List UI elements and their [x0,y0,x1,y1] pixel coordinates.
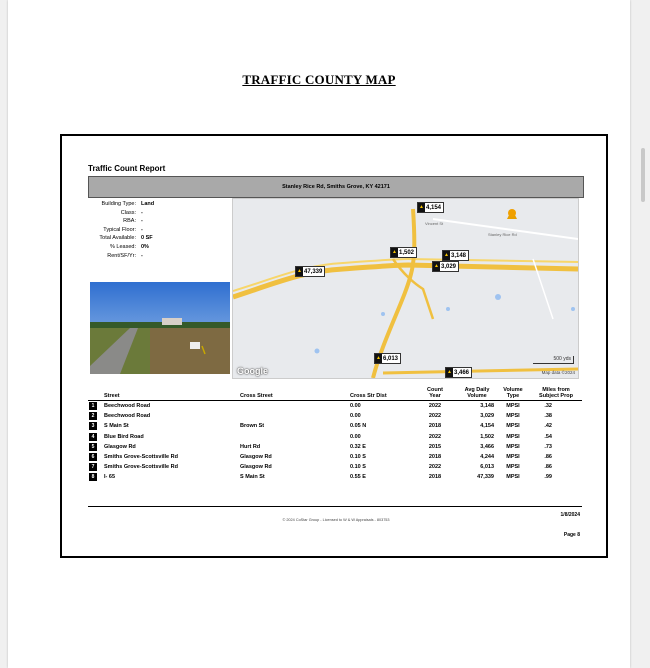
cell-miles: .54 [544,433,552,440]
car-icon: ▲ [297,268,302,274]
report-frame [60,134,608,558]
cell-volume: 4,154 [480,423,494,430]
road-label: Vincent St [425,221,444,226]
car-icon: ▲ [376,355,381,361]
traffic-marker: ▲ 3,466 [445,367,472,378]
cell-type: MPSI [506,453,520,460]
property-info-row: % Leased: 0% [110,243,149,250]
cell-n: 2 [89,412,97,420]
cell-n: 6 [89,453,97,461]
page-number: Page 8 [563,532,580,538]
table-row [88,462,582,472]
cell-dist: 0.05 N [350,423,367,430]
car-icon: ▲ [444,252,449,258]
cell-volume: 1,502 [480,433,494,440]
traffic-marker: ▲ 4,154 [417,202,444,213]
table-row [88,432,582,442]
cell-cross: Glasgow Rd [240,464,272,471]
document-page [8,0,630,668]
property-info-row: Building Type: Land [101,201,155,207]
cell-volume: 47,339 [477,474,494,481]
property-info-row: Total Available: 0 SF [99,235,153,242]
footer-divider [88,506,582,507]
cell-miles: .38 [544,413,552,420]
table-row [88,442,582,452]
cell-volume: 3,029 [480,413,494,420]
map-roads [233,199,578,378]
cell-dist: 0.00 [350,403,361,409]
cell-dist: 0.00 [350,433,361,440]
cell-type: MPSI [506,474,520,481]
traffic-table [88,382,582,483]
cell-dist: 0.10 S [350,464,366,471]
table-row [88,472,582,482]
cell-cross: S Main St [240,474,265,481]
cell-volume: 6,013 [480,464,494,471]
cell-miles: .86 [544,464,552,471]
traffic-marker: ▲ 6,013 [374,353,401,364]
report-date: 1/8/2024 [560,512,580,518]
property-info-row: RBA: - [123,218,143,225]
cell-year: 2022 [428,413,442,420]
cell-miles: .73 [544,443,552,450]
cell-miles: .99 [544,474,552,481]
cell-n: 4 [89,433,97,441]
cell-type: MPSI [506,443,520,450]
traffic-marker: ▲ 3,029 [432,261,459,272]
cell-dist: 0.55 E [350,474,366,481]
traffic-marker: ▲ 3,148 [442,250,469,261]
cell-type: MPSI [506,413,520,420]
property-info-row: Class: - [120,209,143,216]
cell-n: 3 [89,422,97,430]
cell-year: 2018 [428,423,442,430]
cell-year: 2015 [428,443,442,450]
cell-street: Smiths Grove-Scottsville Rd [104,453,178,460]
cell-street: Glasgow Rd [104,443,136,450]
cell-year: 2022 [428,433,442,440]
car-icon: ▲ [447,369,452,375]
cell-miles: .32 [544,403,552,409]
cell-volume: 3,466 [480,443,494,450]
traffic-count-report [88,136,584,556]
cell-dist: 0.10 S [350,453,366,460]
cell-n: 7 [89,463,97,471]
cell-n: 5 [89,443,97,451]
cell-type: MPSI [506,423,520,430]
table-row [88,452,582,462]
copyright: © 2024 CoStar Group - Licensed to W & W Appraisals - 803753 [282,518,390,522]
table-row [88,401,582,411]
property-info-row: Typical Floor: - [103,226,143,233]
cell-street: Blue Bird Road [104,433,144,440]
map-attribution: Map data ©2024 [541,370,575,375]
cell-n: 1 [89,402,97,410]
cell-type: MPSI [506,433,520,440]
cell-volume: 3,148 [480,403,494,409]
table-header: Street Cross Street Cross Str Dist Count Year Avg Daily Volume Volume Type Miles from Subject Prop [88,382,582,401]
car-icon: ▲ [434,263,439,269]
cell-year: 2018 [428,474,442,481]
cell-cross: Brown St [240,423,265,430]
report-title: Traffic Count Report [88,164,166,173]
cell-cross: Glasgow Rd [240,453,272,460]
table-row [88,411,582,421]
cell-type: MPSI [506,403,520,409]
property-info-row: Rent/SF/Yr: - [107,252,143,259]
cell-year: 2022 [428,403,442,409]
cell-cross: Hurt Rd [240,443,261,450]
address-bar: Stanley Rice Rd, Smiths Grove, KY 42171 [88,176,584,198]
cell-street: Smiths Grove-Scottsville Rd [104,464,178,471]
cell-type: MPSI [506,464,520,471]
cell-miles: .86 [544,453,552,460]
cell-street: Beechwood Road [104,413,151,420]
traffic-marker: ▲ 47,339 [295,266,325,277]
google-logo: Google [237,366,268,376]
cell-year: 2022 [428,464,442,471]
table-row [88,421,582,431]
car-icon: ▲ [392,249,397,255]
property-photo [90,282,230,374]
car-icon: ▲ [419,204,424,210]
cell-street: Beechwood Road [104,403,151,409]
cell-dist: 0.00 [350,413,361,420]
property-info [88,200,230,260]
cell-year: 2018 [428,453,442,460]
cell-street: S Main St [104,423,129,430]
traffic-marker: ▲ 1,502 [390,247,417,258]
cell-street: I- 65 [104,474,116,481]
traffic-map [232,198,579,379]
cell-volume: 4,244 [480,453,494,460]
document-title: TRAFFIC COUNTY MAP [242,72,396,87]
scrollbar-thumb[interactable] [641,148,645,202]
cell-miles: .42 [544,423,552,430]
road-label: Stanley Rice Rd [488,232,517,237]
map-scale: 500 yds [533,356,574,364]
cell-n: 8 [89,473,97,481]
cell-dist: 0.32 E [350,443,366,450]
